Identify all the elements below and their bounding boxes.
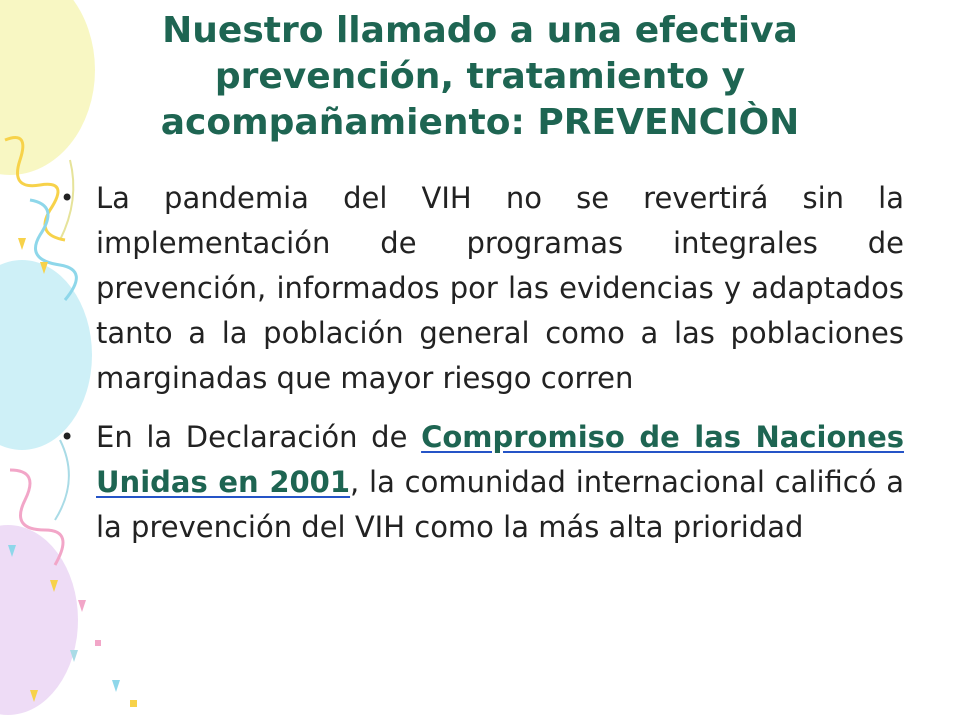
title-line: acompañamiento: PREVENCIÒN [160,102,800,143]
bullet-item [58,415,904,550]
bullet-text: La pandemia del VIH no se revertirá sin la implementación de programas integrales de prevención, informados por las evidencias y adaptados tanto a la población general como a las poblaciones marginadas que mayor riesgo corren [96,181,904,395]
bullet-text-before: En la Declaración de [96,420,422,454]
bullet-dot-icon: • [60,423,75,451]
title-line: prevención, tratamiento y [214,56,746,97]
un-declaration-link[interactable]: Compromiso de las Naciones Unidas en 2001 [96,420,904,499]
bullet-item [58,176,904,401]
bullet-list [58,176,904,564]
bullet-text-after: , la comunidad internacional calificó a la prevención del VIH como la más alta prioridad [96,465,904,544]
bullet-dot-icon: • [60,184,75,212]
slide-title [60,8,900,146]
title-line: Nuestro llamado a una efectiva [162,10,798,51]
